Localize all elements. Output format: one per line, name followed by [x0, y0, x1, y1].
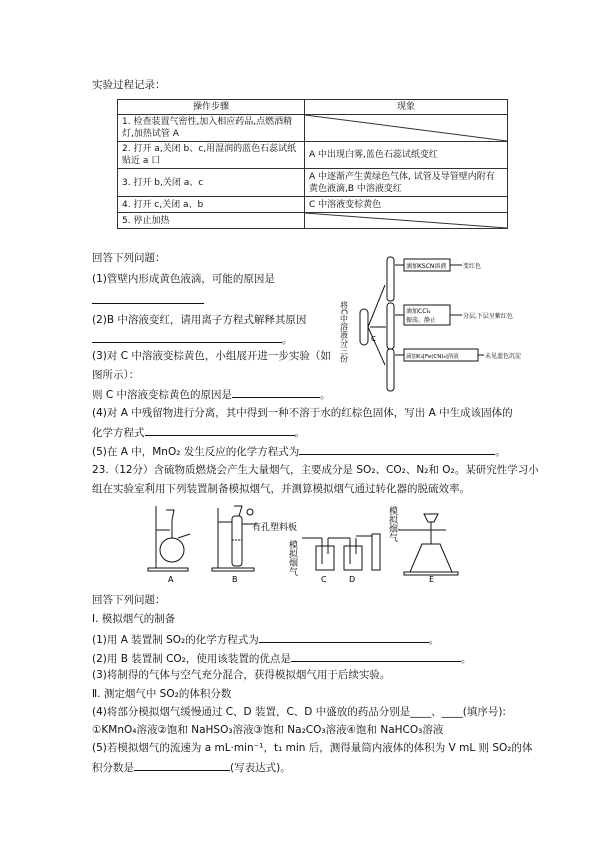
apparatus-figure: [146, 500, 466, 586]
figure-box1-text: 滴加KSCN溶液: [406, 263, 447, 270]
problem-23-line2: 组在实验室利用下列装置制备模拟烟气，并测算模拟烟气通过转化器的脱硫效率。: [92, 483, 470, 495]
table-cell-diagonal: [305, 213, 508, 229]
table-row-phenomenon: A 中出现白雾,蓝色石蕊试纸变红: [305, 142, 508, 169]
section-title: 实验过程记录：: [92, 79, 166, 91]
answer-heading: 回答下列问题：: [92, 252, 166, 264]
apparatus-label-a: A: [168, 575, 174, 584]
section-2-q4a: (4)将部分模拟烟气缓慢通过 C、D 装置，C、D 中盛放的药品分别是____、____(填序号):: [92, 706, 506, 718]
apparatus-label-c: C: [321, 575, 327, 584]
figure-box2-text2: 振荡、静止: [406, 317, 437, 324]
answer-heading-2: 回答下列问题：: [92, 594, 166, 606]
section-2-title: Ⅱ. 测定烟气中 SO₂的体积分数: [92, 688, 232, 700]
figure-box3-text: 滴加K₃[Fe(CN)₆]溶液: [406, 354, 459, 360]
table-row-step: 2. 打开 a,关闭 b、c,用湿润的蓝色石蕊试纸贴近 a 口: [118, 142, 305, 169]
section-1-q2: (2)用 B 装置制 CO₂，使用该装置的优点是 。: [92, 650, 471, 666]
figure-left-label: 将C中溶液分三份: [339, 301, 349, 363]
table-row-step: 3. 打开 b,关闭 a、c: [118, 169, 305, 197]
gas-label-2: 模拟烟气: [387, 506, 397, 542]
question-2: (2)B 中溶液变红，请用离子方程式解释其原因: [92, 314, 307, 326]
table-cell-diagonal: [305, 115, 508, 142]
section-1-q1: (1)用 A 装置制 SO₂的化学方程式为 。: [92, 631, 439, 647]
table-header-phenomenon: 现象: [305, 100, 508, 115]
apparatus-label-e: E: [429, 575, 435, 584]
table-row-step: 4. 打开 c,关闭 a、b: [118, 197, 305, 213]
question-3a: (3)对 C 中溶液变棕黄色，小组展开进一步实验（如: [92, 350, 331, 362]
figure-c-label: C: [371, 335, 376, 343]
table-row-phenomenon: C 中溶液变棕黄色: [305, 197, 508, 213]
figure-result-2: 分层,下层呈紫红色: [463, 313, 513, 320]
question-3c: 则 C 中溶液变棕黄色的原因是 。: [92, 386, 331, 402]
problem-23-line1: 23.（12分）含硫物质燃烧会产生大量烟气，主要成分是 SO₂、CO₂、N₂和 O₂。某研究性学习小: [92, 464, 539, 476]
section-1-title: Ⅰ. 模拟烟气的制备: [92, 613, 176, 625]
question-5: (5)在 A 中，MnO₂ 发生反应的化学方程式为 。: [92, 443, 506, 459]
section-2-q5a: (5)若模拟烟气的流速为 a mL·min⁻¹，t₁ min 后，测得量筒内液体的体积为 V mL 则 SO₂的体: [92, 742, 533, 754]
table-row-step: 5. 停止加热: [118, 213, 305, 229]
question-4a: (4)对 A 中残留物进行分离，其中得到一种不溶于水的红棕色固体，写出 A 中生成该固体的: [92, 407, 513, 419]
gas-label-1: 模拟烟气: [287, 540, 297, 576]
table-row-phenomenon: A 中逐渐产生黄绿色气体, 试管及导管壁内附有黄色液滴,B 中溶液变红: [305, 169, 508, 197]
question-4b: 化学方程式 。: [92, 424, 305, 440]
section-1-q3: (3)将制得的气体与空气充分混合，获得模拟烟气用于后续实验。: [92, 669, 391, 681]
section-2-q4b: ①KMnO₄溶液②饱和 NaHSO₃溶液③饱和 Na₂CO₃溶液④饱和 NaHCO₃溶液: [92, 724, 444, 736]
table-header-step: 操作步骤: [118, 100, 305, 115]
question-3b: 图所示）：: [92, 369, 140, 381]
test-tube-figure: [338, 253, 538, 393]
question-1-blank: [92, 292, 204, 308]
apparatus-label-d: D: [349, 575, 356, 584]
apparatus-label-b: B: [232, 575, 238, 584]
figure-result-3: 未见蓝色沉淀: [485, 353, 522, 360]
section-2-q5b: 积分数是 (写表达式)。: [92, 759, 291, 775]
plate-label: 有孔塑料板: [252, 523, 298, 533]
question-2-blank: 。: [92, 331, 293, 347]
figure-result-1: 变红色: [463, 263, 482, 270]
question-1: (1)管壁内形成黄色液滴，可能的原因是: [92, 273, 275, 285]
figure-box2-text1: 滴加CCl₄: [406, 308, 431, 315]
experiment-record-table: [117, 99, 508, 229]
table-row-step: 1. 检查装置气密性,加入相应药品,点燃酒精灯,加热试管 A: [118, 115, 305, 142]
